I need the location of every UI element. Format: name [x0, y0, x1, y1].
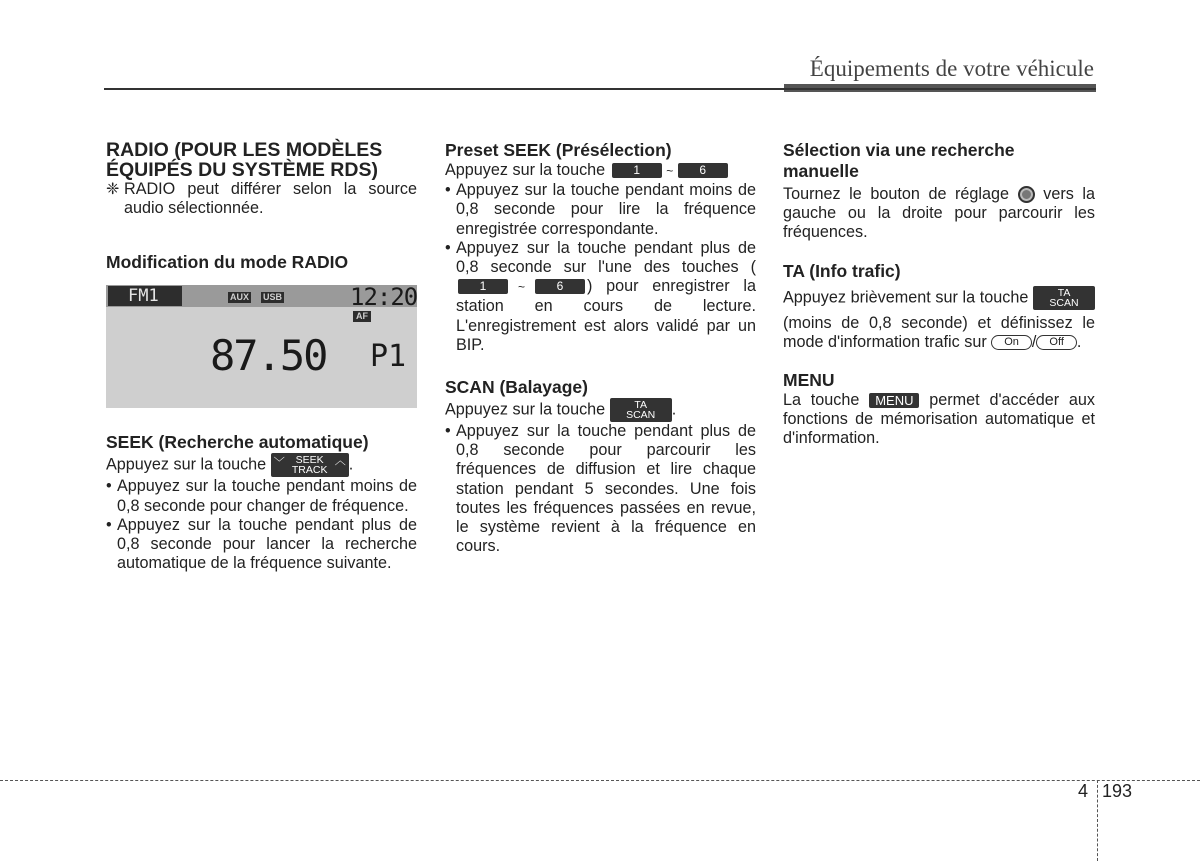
seek-track-button-icon	[271, 453, 349, 477]
manual-text	[783, 185, 1095, 243]
seek-btn-bottom-label: TRACK	[291, 464, 328, 477]
display-af-indicator: AF	[353, 311, 371, 322]
footer-rule	[0, 780, 1200, 781]
seek-intro-text: Appuyez sur la touche	[106, 455, 267, 474]
column-3	[783, 140, 1095, 449]
ta-scan-button-icon	[610, 398, 672, 422]
ta-text: Appuyez brièvement sur la touche TA SCAN (moins de 0,8 seconde) et définissez le mode d'information trafic sur On / Off .	[783, 286, 1095, 351]
tuning-knob-icon	[1018, 186, 1035, 203]
display-aux-indicator: AUX	[230, 292, 250, 303]
heading-mode-radio: Modification du mode RADIO	[106, 252, 349, 273]
preset-bullet-2-part-b: ) pour enregistrer la station en cours de lecture. L'enregistrement est alors validé par un BIP.	[456, 277, 756, 354]
display-usb-indicator: USB	[263, 292, 283, 303]
seek-intro-line: Appuyez sur la touche ﹀ SEEK TRACK ︿ .	[106, 454, 354, 477]
heading-manual-search: Sélection via une recherche manuelle	[783, 140, 1015, 181]
footer-vertical-rule	[1097, 780, 1098, 861]
preset-bullet-2: Appuyez sur la touche pendant plus de 0,8 seconde sur l'une des touches (1 ~ 6 ) pour enregistrer la station en cours de lecture. L'enregistrement est alors validé par un BIP.	[456, 238, 757, 354]
seek-btn-top-label: SEEK	[295, 454, 324, 467]
menu-text	[783, 391, 1095, 449]
seek-bullet-1: Appuyez sur la touche pendant moins de 0,8 seconde pour changer de fréquence.	[117, 477, 417, 515]
ta-scan-bottom-label: SCAN	[626, 409, 656, 422]
preset-bullet-2-part-a: Appuyez sur la touche pendant plus de 0,8 seconde sur l'une des touches	[456, 238, 756, 277]
preset-1-button-icon: 1	[458, 279, 508, 294]
page-header-title: Équipements de votre véhicule	[809, 56, 1094, 81]
off-button-icon: Off	[1036, 335, 1076, 350]
ta-scan-top-label: TA	[634, 399, 647, 412]
heading-ta: TA (Info trafic)	[783, 260, 901, 281]
note-text: RADIO peut différer selon la source audio sélectionnée.	[124, 180, 417, 218]
ta-text-b: (moins de 0,8 seconde) et définissez le mode d'information trafic sur	[783, 313, 1095, 351]
note-symbol: ❈	[106, 180, 120, 198]
chevron-down-icon: ﹀	[273, 457, 285, 470]
ta-btn-top-label: TA	[1057, 286, 1071, 299]
heading-preset-seek: Preset SEEK (Présélection)	[445, 140, 672, 160]
on-button-icon: On	[991, 335, 1032, 350]
ta-btn-bottom-label: SCAN	[1049, 296, 1079, 309]
preset-1-button-icon: 1	[612, 163, 662, 178]
chevron-up-icon: ︿	[334, 455, 346, 468]
list-item: • Appuyez sur la touche pendant plus de 0,8 seconde pour lancer la recherche automatique de la fréquence suivante.	[106, 515, 417, 573]
range-tilde: ~	[518, 280, 526, 295]
display-frequency: 87.50	[210, 331, 327, 381]
chapter-number: 4	[1078, 781, 1089, 801]
seek-bullet-2: Appuyez sur la touche pendant plus de 0,8 seconde pour lancer la recherche automatique de la fréquence suivante.	[117, 515, 417, 573]
range-tilde: ~	[666, 164, 674, 178]
menu-text-a: La touche	[783, 391, 860, 410]
preset-intro-line	[445, 161, 756, 181]
preset-intro-text: Appuyez sur la touche	[445, 161, 606, 179]
ta-text-a: Appuyez brièvement sur la touche	[783, 287, 1029, 306]
header-rule	[104, 88, 1096, 90]
preset-6-button-icon: 6	[535, 279, 585, 294]
note	[106, 180, 417, 218]
preset-bullet-1: Appuyez sur la touche pendant moins de 0,8 seconde pour lire la fréquence enregistrée correspondante.	[456, 181, 756, 238]
manual-text-a: Tournez le bouton de réglage	[783, 185, 1010, 203]
column-2	[445, 140, 756, 556]
menu-text-b: permet d'accéder aux fonctions de mémorisation automatique et d'information.	[783, 391, 1096, 448]
heading-seek: SEEK (Recherche automatique)	[106, 432, 369, 453]
list-item: • Appuyez sur la touche pendant moins de 0,8 seconde pour lire la fréquence enregistrée correspondante.	[445, 181, 756, 238]
list-item: • Appuyez sur la touche pendant plus de 0,8 seconde sur l'une des touches (1 ~ 6 ) pour enregistrer la station en cours de lecture. L'enregistrement est alors validé par un BIP.	[445, 238, 757, 354]
scan-intro-line: Appuyez sur la touche TA SCAN .	[445, 399, 677, 422]
display-preset: P1	[370, 339, 407, 375]
heading-scan: SCAN (Balayage)	[445, 377, 588, 398]
list-item: • Appuyez sur la touche pendant moins de 0,8 seconde pour changer de fréquence.	[106, 477, 417, 515]
scan-bullet-1: Appuyez sur la touche pendant plus de 0,8 seconde pour parcourir les fréquences de diffusion et lire chaque station pendant 5 secondes. Une fois toutes les fréquences passées en revue, le système revient à la fréquence en cours.	[456, 422, 756, 556]
scan-intro-text: Appuyez sur la touche	[445, 400, 606, 419]
page-number: 193	[1102, 781, 1133, 801]
display-clock: 12:20	[350, 283, 418, 312]
ta-scan-button-icon	[1033, 286, 1095, 310]
preset-6-button-icon: 6	[678, 163, 728, 178]
menu-button-icon: MENU	[869, 393, 919, 408]
display-band-label: FM1	[108, 286, 182, 306]
heading-menu: MENU	[783, 370, 835, 391]
manual-text-b: vers la gauche ou la droite pour parcourir les fréquences.	[783, 185, 1095, 242]
radio-display-illustration	[106, 285, 417, 408]
column-1	[106, 140, 417, 573]
list-item: • Appuyez sur la touche pendant plus de 0,8 seconde pour parcourir les fréquences de diffusion et lire chaque station pendant 5 secondes. Une fois toutes les fréquences passées en revue, le système revient à la fréquence en cours.	[445, 422, 756, 556]
section-title-radio: RADIO (POUR LES MODÈLES ÉQUIPÉS DU SYSTÈME RDS)	[106, 139, 383, 181]
